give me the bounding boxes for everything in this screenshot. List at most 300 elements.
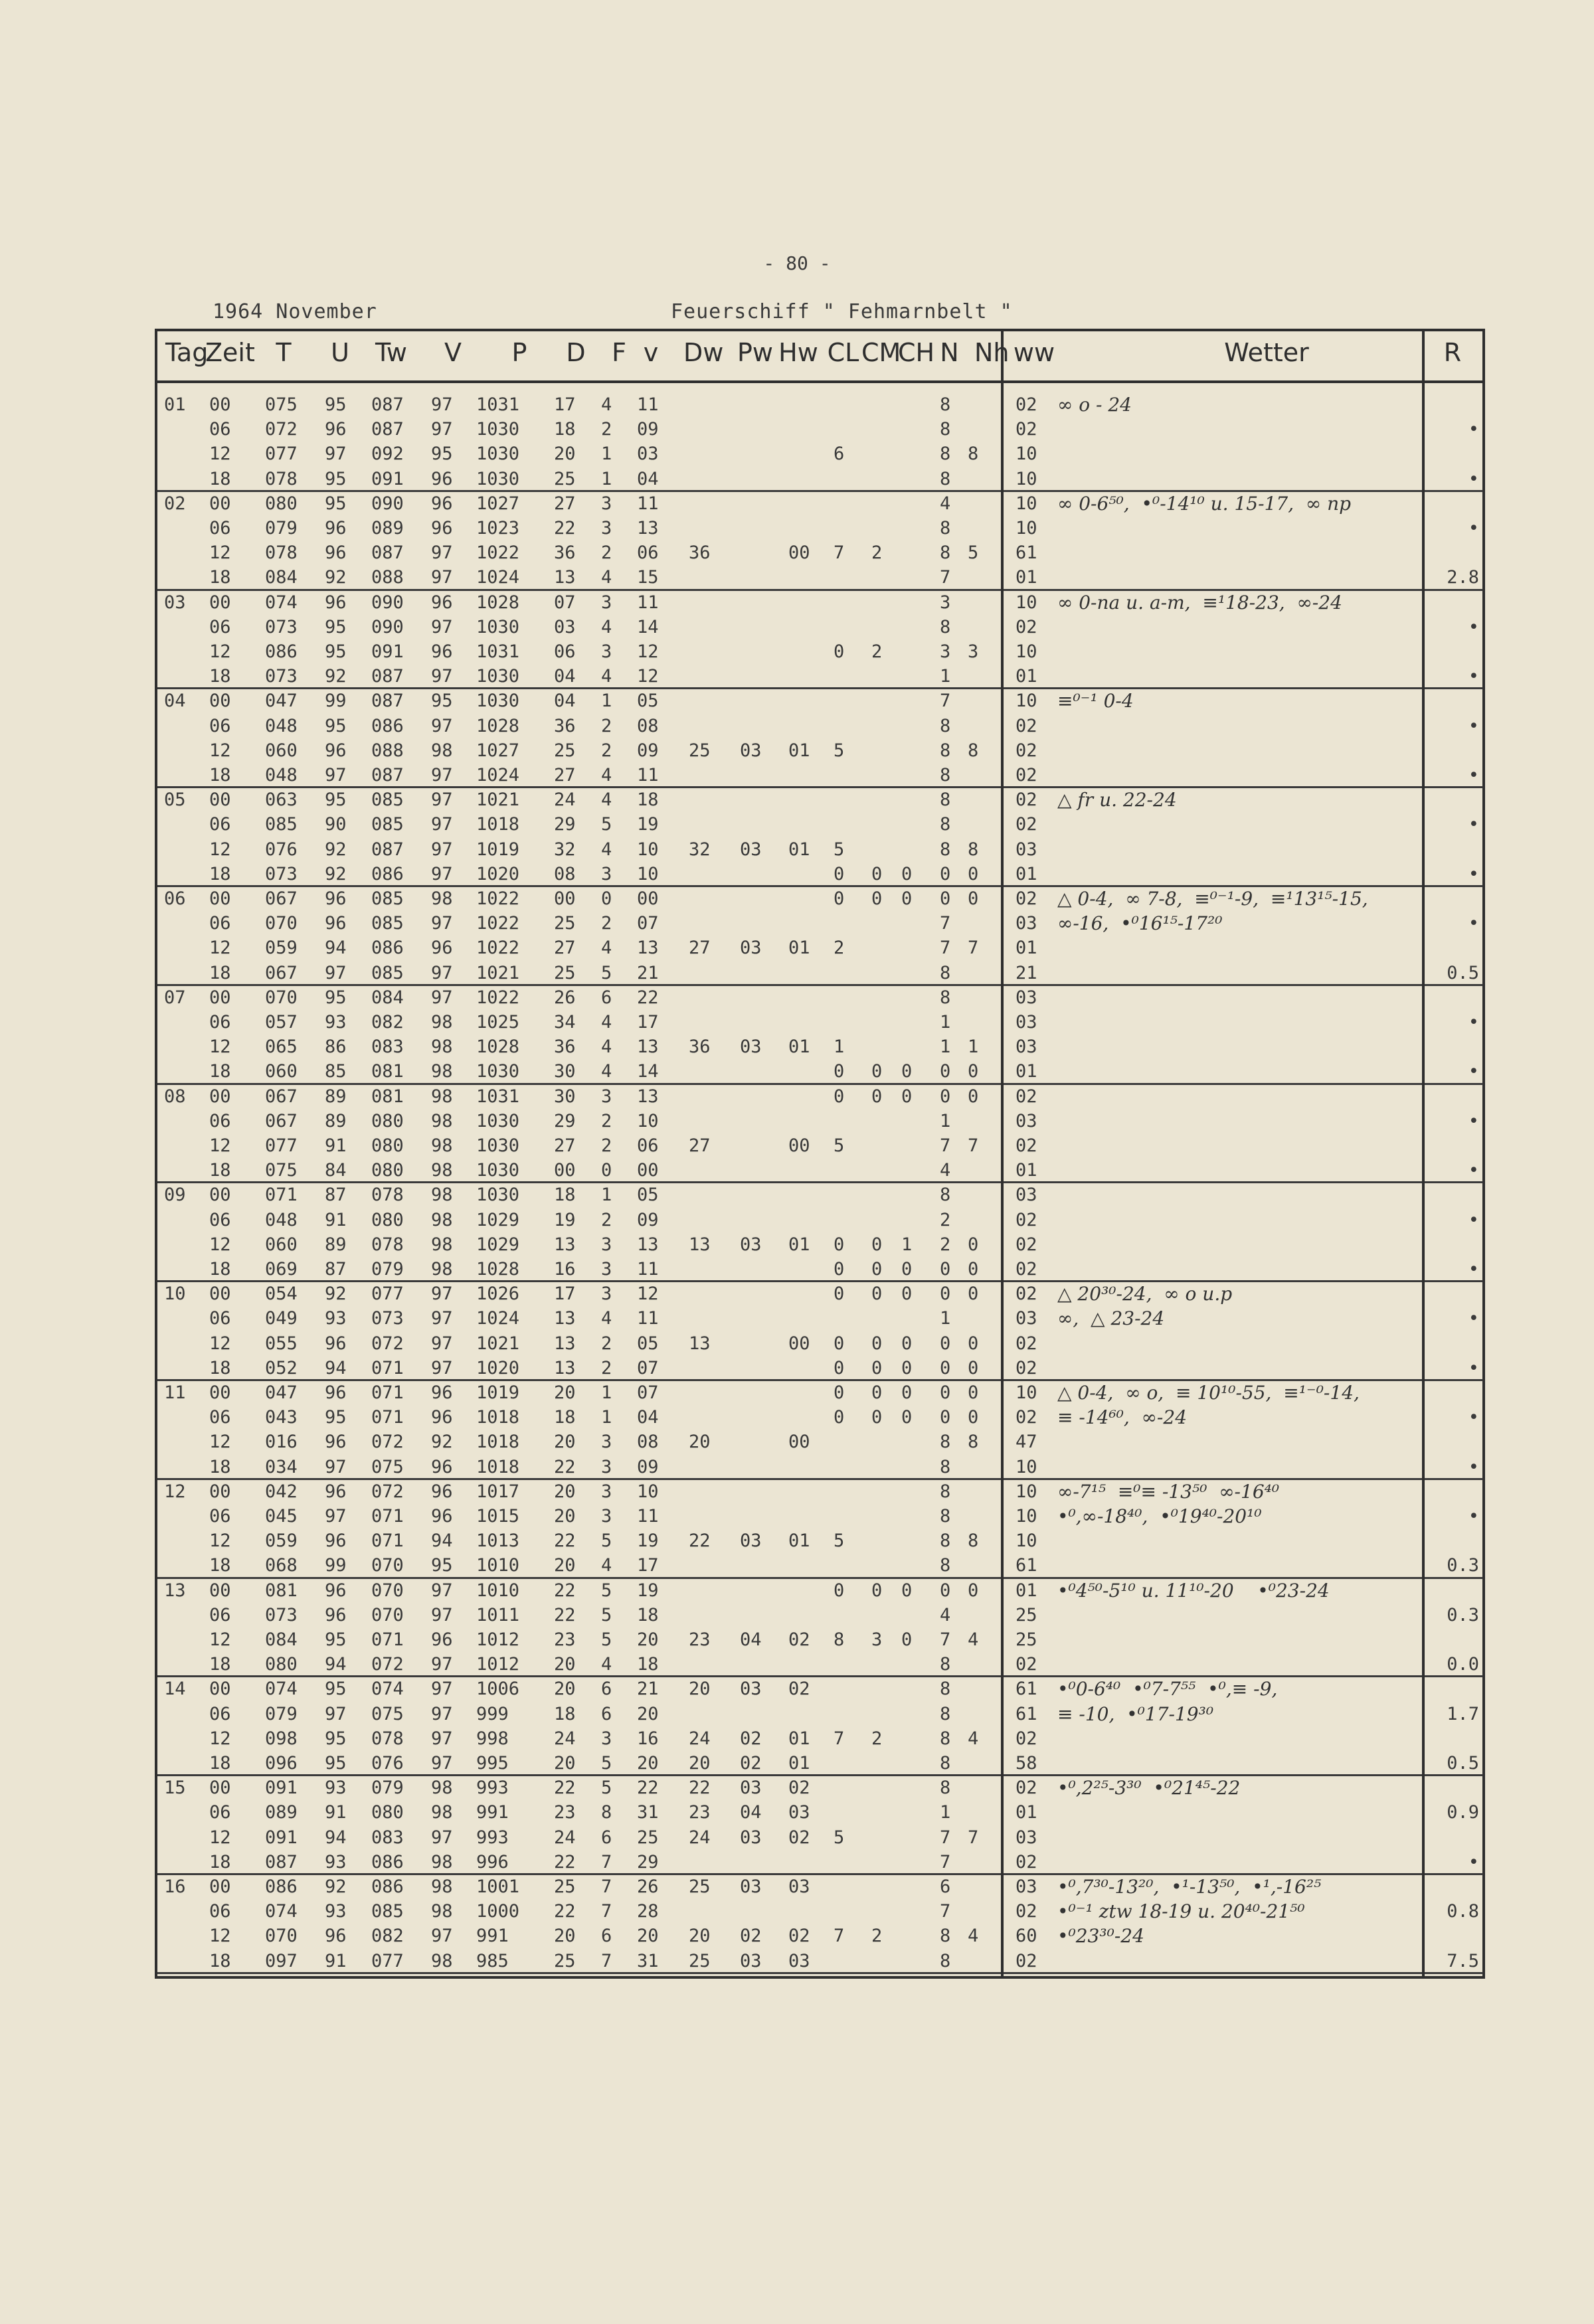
cell-v: 97 [431,666,453,687]
cell-u: 97 [325,1703,347,1724]
cell-v: 97 [431,715,453,736]
cell-f: 2 [601,715,612,736]
cell-f: 2 [601,1333,612,1354]
cell-ww: 03 [1016,1308,1037,1329]
cell-t: 070 [265,987,298,1008]
cell-f: 2 [601,1209,612,1230]
cell-ch: 0 [901,1357,913,1378]
cell-tw: 087 [371,542,404,564]
cell-p: 1030 [476,468,520,489]
cell-cl: 0 [834,641,845,662]
cell-v: 97 [431,863,453,884]
cell-v: 96 [431,592,453,613]
cell-tag: 01 [164,394,186,415]
cell-cl: 7 [834,1926,845,1947]
cell-vv: 25 [637,1827,659,1848]
cell-wetter: ∞-16, •⁰16¹⁵-17²⁰ [1057,912,1223,935]
cell-ww: 10 [1016,444,1037,465]
cell-cm: 0 [871,1357,883,1378]
cell-zeit: 18 [209,1753,231,1774]
cell-wetter: ∞-7¹⁵ ≡⁰≡ -13⁵⁰ ∞-16⁴⁰ [1057,1480,1280,1503]
cell-tw: 080 [371,1110,404,1131]
cell-p: 1024 [476,1308,520,1329]
cell-r: • [1468,1506,1479,1527]
cell-hw: 00 [788,542,810,564]
cell-v: 97 [431,814,453,835]
cell-u: 92 [325,1876,347,1897]
cell-ch: 0 [901,1382,913,1403]
cell-n: 8 [940,1654,951,1675]
cell-vv: 06 [637,542,659,564]
cell-v: 97 [431,616,453,637]
day-separator [157,1972,1483,1974]
cell-r: • [1468,1061,1479,1082]
table-row [157,1183,1482,1207]
cell-u: 96 [325,419,347,440]
cell-dw: 27 [689,938,711,959]
table-row [157,615,1482,639]
cell-wetter: △ 0-4, ∞ 7-8, ≡⁰⁻¹-9, ≡¹13¹⁵-15, [1057,888,1368,910]
cell-vv: 03 [637,444,659,465]
cell-vv: 17 [637,1012,659,1033]
table-row [157,1529,1482,1553]
cell-vv: 08 [637,715,659,736]
cell-vv: 07 [637,1357,659,1378]
cell-wetter: ∞ o - 24 [1057,394,1132,416]
cell-r: • [1468,1209,1479,1230]
cell-wetter: •⁰0-6⁴⁰ •⁰7-7⁵⁵ •⁰,≡ -9, [1057,1678,1278,1701]
cell-t: 074 [265,592,298,613]
cell-n: 0 [940,1407,951,1428]
cell-cl: 1 [834,1037,845,1058]
cell-ww: 03 [1016,1110,1037,1131]
cell-cm: 0 [871,1061,883,1082]
cell-wetter: △ 0-4, ∞ o, ≡ 10¹⁰-55, ≡¹⁻⁰-14, [1057,1382,1360,1404]
cell-n: 6 [940,1876,951,1897]
cell-cm: 2 [871,1926,883,1947]
cell-f: 1 [601,691,612,712]
cell-d: 27 [554,938,576,959]
cell-cm: 0 [871,1259,883,1280]
cell-f: 2 [601,542,612,564]
cell-cm: 2 [871,1728,883,1749]
cell-pw: 03 [740,1531,762,1552]
cell-p: 1011 [476,1604,520,1625]
cell-pw: 04 [740,1802,762,1823]
cell-nh: 7 [968,1827,979,1848]
cell-tw: 071 [371,1506,404,1527]
cell-r: • [1468,814,1479,835]
cell-d: 20 [554,1506,576,1527]
cell-d: 20 [554,1926,576,1947]
cell-tw: 086 [371,863,404,884]
cell-zeit: 18 [209,1555,231,1576]
cell-d: 18 [554,1407,576,1428]
cell-zeit: 06 [209,616,231,637]
cell-v: 98 [431,1160,453,1181]
cell-f: 4 [601,394,612,415]
table-row [157,1331,1482,1356]
cell-u: 97 [325,962,347,983]
cell-tw: 081 [371,1061,404,1082]
cell-n: 8 [940,1753,951,1774]
cell-f: 4 [601,616,612,637]
cell-v: 96 [431,1407,453,1428]
cell-vv: 11 [637,394,659,415]
cell-p: 1030 [476,419,520,440]
cell-p: 1024 [476,567,520,588]
cell-u: 94 [325,938,347,959]
cell-v: 98 [431,1012,453,1033]
cell-f: 4 [601,1654,612,1675]
table-row [157,1504,1482,1529]
cell-nh: 8 [968,740,979,761]
cell-tw: 089 [371,518,404,539]
cell-vv: 00 [637,888,659,909]
cell-d: 03 [554,616,576,637]
cell-cl: 8 [834,1629,845,1650]
cell-r: • [1468,518,1479,539]
cell-p: 985 [476,1950,509,1971]
cell-f: 3 [601,518,612,539]
cell-cl: 0 [834,1407,845,1428]
cell-ww: 02 [1016,1654,1037,1675]
cell-u: 95 [325,468,347,489]
cell-d: 22 [554,1851,576,1872]
cell-nh: 8 [968,1531,979,1552]
cell-zeit: 12 [209,444,231,465]
cell-u: 91 [325,1209,347,1230]
cell-tw: 086 [371,1851,404,1872]
cell-t: 071 [265,1185,298,1206]
cell-f: 3 [601,1086,612,1107]
cell-r: • [1468,913,1479,934]
cell-vv: 12 [637,666,659,687]
cell-zeit: 00 [209,987,231,1008]
cell-hw: 03 [788,1802,810,1823]
cell-d: 18 [554,1703,576,1724]
header-date: 1964 November [213,300,377,323]
cell-p: 1021 [476,962,520,983]
cell-zeit: 12 [209,1531,231,1552]
cell-nh: 0 [968,1086,979,1107]
table-row [157,1479,1482,1504]
table-row [157,862,1482,886]
cell-cm: 0 [871,863,883,884]
cell-wetter: ≡⁰⁻¹ 0-4 [1057,690,1134,712]
cell-ww: 01 [1016,1061,1037,1082]
cell-u: 97 [325,1456,347,1477]
cell-zeit: 12 [209,1629,231,1650]
cell-vv: 13 [637,1234,659,1255]
cell-v: 96 [431,641,453,662]
cell-tw: 087 [371,666,404,687]
cell-vv: 22 [637,987,659,1008]
cell-ww: 21 [1016,962,1037,983]
cell-zeit: 18 [209,765,231,786]
cell-d: 30 [554,1061,576,1082]
cell-v: 97 [431,1357,453,1378]
cell-v: 97 [431,1703,453,1724]
header-ww: ww [1013,338,1055,367]
cell-n: 8 [940,616,951,637]
cell-wetter: △ fr u. 22-24 [1057,789,1177,811]
cell-ww: 01 [1016,567,1037,588]
cell-f: 4 [601,1037,612,1058]
cell-d: 13 [554,1333,576,1354]
cell-f: 3 [601,1234,612,1255]
cell-p: 1030 [476,1110,520,1131]
cell-pw: 03 [740,938,762,959]
table-row [157,467,1482,491]
cell-p: 1022 [476,987,520,1008]
cell-zeit: 00 [209,1580,231,1601]
cell-tw: 074 [371,1679,404,1700]
cell-ch: 0 [901,888,913,909]
cell-p: 1031 [476,394,520,415]
cell-v: 97 [431,1827,453,1848]
cell-tw: 082 [371,1012,404,1033]
cell-d: 29 [554,1110,576,1131]
cell-ww: 61 [1016,1703,1037,1724]
cell-ww: 02 [1016,1284,1037,1305]
cell-t: 057 [265,1012,298,1033]
cell-hw: 00 [788,1135,810,1156]
cell-f: 2 [601,740,612,761]
cell-u: 85 [325,1061,347,1082]
cell-nh: 0 [968,1333,979,1354]
cell-zeit: 00 [209,1679,231,1700]
table-header [157,331,1482,383]
cell-hw: 00 [788,1333,810,1354]
cell-v: 97 [431,567,453,588]
cell-u: 95 [325,1679,347,1700]
cell-u: 92 [325,1284,347,1305]
cell-vv: 22 [637,1778,659,1799]
cell-d: 17 [554,1284,576,1305]
cell-p: 1017 [476,1481,520,1502]
cell-r: • [1468,666,1479,687]
cell-f: 6 [601,987,612,1008]
cell-f: 1 [601,444,612,465]
cell-wetter: ∞, △ 23-24 [1057,1307,1165,1330]
cell-d: 20 [554,1481,576,1502]
cell-pw: 02 [740,1753,762,1774]
divider-r [1422,331,1425,1976]
cell-tw: 080 [371,1135,404,1156]
cell-p: 1030 [476,1061,520,1082]
table-row [157,1825,1482,1850]
cell-v: 97 [431,765,453,786]
cell-p: 1015 [476,1506,520,1527]
cell-ww: 01 [1016,1580,1037,1601]
cell-f: 7 [601,1901,612,1922]
cell-d: 32 [554,839,576,860]
table-row [157,1924,1482,1948]
cell-ww: 03 [1016,987,1037,1008]
cell-zeit: 12 [209,1432,231,1453]
cell-p: 1030 [476,666,520,687]
cell-pw: 02 [740,1926,762,1947]
table-row [157,837,1482,862]
cell-v: 95 [431,444,453,465]
cell-ww: 60 [1016,1926,1037,1947]
cell-vv: 08 [637,1432,659,1453]
cell-d: 25 [554,913,576,934]
cell-vv: 12 [637,641,659,662]
header-n: N [940,338,959,367]
cell-v: 97 [431,394,453,415]
table-row [157,639,1482,664]
cell-vv: 14 [637,616,659,637]
cell-u: 97 [325,765,347,786]
cell-u: 95 [325,1407,347,1428]
cell-u: 99 [325,691,347,712]
cell-d: 22 [554,1604,576,1625]
table-row [157,1603,1482,1627]
cell-wetter: ∞ 0-6⁵⁰, •⁰-14¹⁰ u. 15-17, ∞ np [1057,492,1352,515]
cell-zeit: 18 [209,666,231,687]
cell-ww: 02 [1016,1086,1037,1107]
cell-wetter: •⁰,∞-18⁴⁰, •⁰19⁴⁰-20¹⁰ [1057,1505,1262,1527]
cell-n: 4 [940,1160,951,1181]
cell-cl: 0 [834,1259,845,1280]
cell-tw: 072 [371,1333,404,1354]
cell-d: 20 [554,444,576,465]
cell-t: 067 [265,1086,298,1107]
cell-tw: 080 [371,1802,404,1823]
cell-n: 7 [940,913,951,934]
header-p: P [511,338,527,367]
cell-t: 043 [265,1407,298,1428]
cell-f: 5 [601,1604,612,1625]
cell-t: 079 [265,1703,298,1724]
cell-cl: 0 [834,1284,845,1305]
cell-v: 97 [431,1580,453,1601]
cell-zeit: 06 [209,1110,231,1131]
cell-vv: 17 [637,1555,659,1576]
cell-tw: 071 [371,1407,404,1428]
cell-ww: 10 [1016,691,1037,712]
cell-v: 97 [431,987,453,1008]
cell-n: 3 [940,592,951,613]
cell-v: 96 [431,1481,453,1502]
cell-nh: 5 [968,542,979,564]
cell-p: 1010 [476,1580,520,1601]
cell-cl: 5 [834,1135,845,1156]
cell-dw: 32 [689,839,711,860]
cell-t: 076 [265,839,298,860]
cell-ww: 02 [1016,1357,1037,1378]
cell-n: 8 [940,1555,951,1576]
cell-wetter: •⁰23³⁰-24 [1057,1925,1144,1948]
cell-d: 18 [554,419,576,440]
cell-hw: 01 [788,938,810,959]
cell-v: 97 [431,1333,453,1354]
cell-zeit: 12 [209,641,231,662]
cell-f: 7 [601,1876,612,1897]
cell-tw: 070 [371,1555,404,1576]
table-row [157,1751,1482,1776]
cell-p: 1021 [476,1333,520,1354]
cell-tw: 072 [371,1654,404,1675]
cell-zeit: 18 [209,1456,231,1477]
cell-vv: 20 [637,1926,659,1947]
cell-v: 96 [431,1456,453,1477]
cell-nh: 8 [968,1432,979,1453]
cell-ww: 01 [1016,863,1037,884]
cell-r: • [1468,1012,1479,1033]
cell-ch: 0 [901,1061,913,1082]
cell-n: 7 [940,567,951,588]
cell-u: 95 [325,715,347,736]
divider-weather [1001,331,1004,1976]
cell-d: 04 [554,691,576,712]
cell-u: 97 [325,1506,347,1527]
cell-d: 36 [554,1037,576,1058]
cell-v: 98 [431,1185,453,1206]
cell-t: 048 [265,765,298,786]
cell-dw: 23 [689,1802,711,1823]
cell-vv: 00 [637,1160,659,1181]
table-row [157,1949,1482,1973]
cell-v: 98 [431,1802,453,1823]
cell-tw: 083 [371,1037,404,1058]
cell-nh: 4 [968,1629,979,1650]
cell-r: • [1468,1456,1479,1477]
cell-ch: 0 [901,1407,913,1428]
cell-tag: 09 [164,1185,186,1206]
cell-tw: 088 [371,567,404,588]
cell-u: 96 [325,1382,347,1403]
cell-tag: 02 [164,493,186,514]
cell-ww: 03 [1016,1876,1037,1897]
header-ship: Feuerschiff " Fehmarnbelt " [671,300,1013,323]
cell-zeit: 12 [209,1234,231,1255]
table-row [157,1776,1482,1800]
table-row [157,1800,1482,1825]
cell-f: 1 [601,1382,612,1403]
cell-p: 1030 [476,691,520,712]
cell-t: 059 [265,1531,298,1552]
table-row [157,1702,1482,1726]
cell-t: 081 [265,1580,298,1601]
cell-u: 95 [325,616,347,637]
cell-zeit: 00 [209,1185,231,1206]
cell-n: 1 [940,1802,951,1823]
cell-n: 1 [940,666,951,687]
cell-tw: 070 [371,1604,404,1625]
cell-ww: 02 [1016,394,1037,415]
cell-d: 22 [554,1778,576,1799]
cell-cm: 2 [871,542,883,564]
cell-t: 063 [265,789,298,811]
cell-zeit: 06 [209,1703,231,1724]
cell-f: 3 [601,1481,612,1502]
cell-v: 98 [431,1778,453,1799]
cell-ww: 47 [1016,1432,1037,1453]
cell-dw: 20 [689,1926,711,1947]
cell-ww: 10 [1016,592,1037,613]
table-row [157,1010,1482,1035]
cell-zeit: 00 [209,1481,231,1502]
cell-pw: 03 [740,1234,762,1255]
table-row [157,1035,1482,1059]
cell-ch: 0 [901,1086,913,1107]
table-row [157,1677,1482,1701]
cell-n: 8 [940,839,951,860]
cell-r: 2.8 [1447,567,1479,588]
